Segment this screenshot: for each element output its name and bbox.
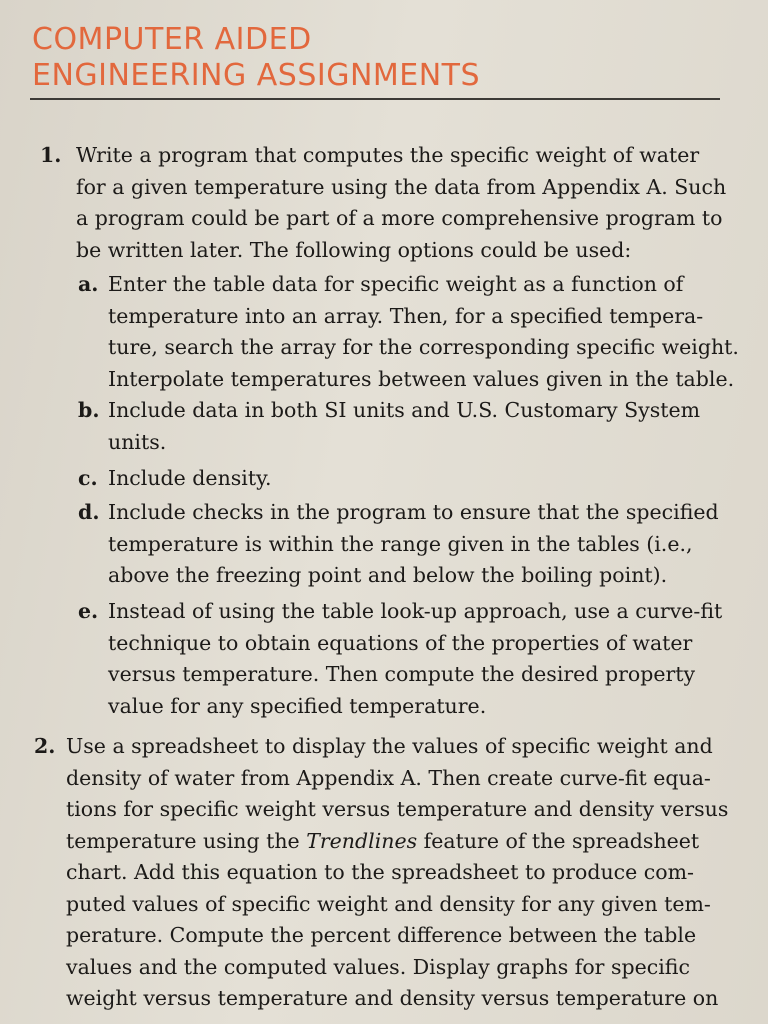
text-line: temperature is within the range given in the tables (i.e., [108, 531, 693, 556]
trendlines-term: Trendlines [306, 828, 418, 853]
text-line: density of water from Appendix A. Then create curve-fit equa- [66, 765, 711, 790]
text-line [66, 826, 728, 858]
item-a [108, 269, 739, 395]
text-line: values and the computed values. Display graphs for specific [66, 954, 690, 979]
text-segment: temperature using the [66, 828, 300, 853]
text-line: a program could be part of a more comprehensive program to [76, 206, 723, 230]
text-line: value for any specified temperature. [108, 693, 487, 718]
item-c [108, 463, 271, 495]
text-line: Use a spreadsheet to display the values of specific weight and [66, 734, 713, 758]
question-number: 2. [34, 734, 56, 758]
item-letter: d. [78, 500, 100, 524]
item-b [108, 395, 700, 458]
item-letter: a. [78, 272, 99, 296]
text-line: above the freezing point and below the boiling point). [108, 563, 668, 587]
text-line: tions for specific weight versus temperature and density versus [66, 797, 729, 821]
heading-line-1: COMPUTER AIDED [32, 22, 312, 57]
text-line: Enter the table data for specific weight as a function of [108, 272, 684, 296]
text-line: versus temperature. Then compute the desired property [108, 662, 696, 686]
section-heading [32, 22, 480, 94]
item-letter: c. [78, 466, 98, 490]
item-e [108, 596, 722, 722]
heading-rule [30, 98, 720, 100]
item-d [108, 497, 719, 592]
item-letter: b. [78, 398, 100, 422]
question-2-body [66, 731, 728, 1015]
text-line: ture, search the array for the corresponding specific weight. [108, 335, 739, 359]
question-number: 1. [40, 143, 62, 167]
text-line: technique to obtain equations of the properties of water [108, 630, 693, 655]
text-line: chart. Add this equation to the spreadsheet to produce com- [66, 860, 694, 884]
text-line: be written later. The following options could be used: [76, 237, 632, 262]
text-line: Include data in both SI units and U.S. Customary System [108, 398, 701, 422]
question-1-intro [76, 140, 726, 266]
text-line: temperature into an array. Then, for a specified tempera- [108, 303, 704, 328]
text-line: Include density. [108, 466, 272, 490]
text-line: Write a program that computes the specific weight of water [76, 143, 700, 167]
text-line: Instead of using the table look-up approach, use a curve-fit [108, 599, 723, 623]
text-line: for a given temperature using the data from Appendix A. Such [76, 174, 727, 199]
item-letter: e. [78, 599, 99, 623]
text-line: Include checks in the program to ensure that the specified [108, 500, 719, 524]
text-line: perature. Compute the percent difference between the table [66, 923, 697, 947]
text-line: puted values of specific weight and density for any given tem- [66, 891, 711, 916]
text-line: weight versus temperature and density versus temperature on [66, 986, 719, 1010]
heading-line-2: ENGINEERING ASSIGNMENTS [32, 58, 481, 93]
text-line: units. [108, 429, 167, 454]
text-line: Interpolate temperatures between values given in the table. [108, 366, 735, 391]
text-segment: feature of the spreadsheet [423, 828, 700, 853]
